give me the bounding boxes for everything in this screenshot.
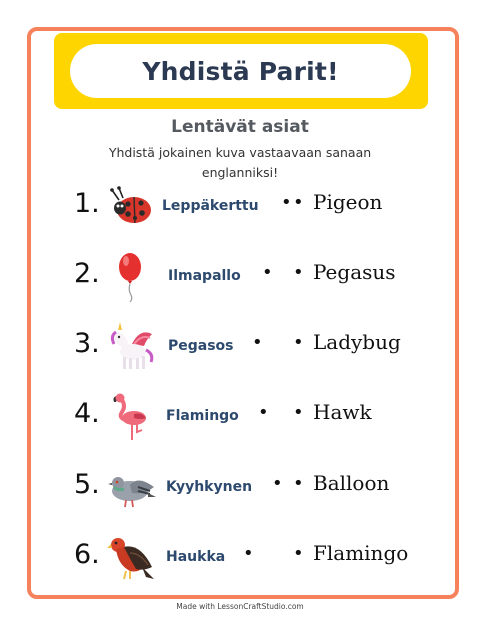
worksheet-subtitle: Lentävät asiat [171, 117, 309, 137]
right-match-dot[interactable]: • [293, 262, 304, 283]
item-number: 5. [74, 469, 100, 500]
ladybug-icon [104, 180, 156, 232]
match-row-5 [0, 461, 480, 521]
finnish-word: Haukka [166, 549, 226, 565]
finnish-word: Pegasos [168, 338, 234, 354]
left-match-dot[interactable]: • [262, 262, 273, 283]
item-number: 2. [74, 258, 100, 289]
item-number: 4. [74, 398, 100, 429]
english-word: Flamingo [313, 541, 409, 565]
worksheet-title: Yhdistä Parit! [142, 56, 339, 86]
item-number: 3. [74, 328, 100, 359]
left-match-dot[interactable]: • [272, 473, 283, 494]
match-row-3 [0, 320, 480, 380]
finnish-word: Leppäkerttu [162, 198, 259, 214]
worksheet-instructions: Yhdistä jokainen kuva vastaavaan sanaan englanniksi! [108, 145, 372, 180]
left-match-dot[interactable]: • [281, 192, 292, 213]
right-match-dot[interactable]: • [293, 543, 304, 564]
right-match-dot[interactable]: • [293, 473, 304, 494]
finnish-word: Kyyhkynen [166, 479, 253, 495]
match-row-1 [0, 180, 480, 240]
pegasus-icon [104, 320, 156, 372]
right-match-dot[interactable]: • [293, 402, 304, 423]
left-match-dot[interactable]: • [258, 402, 269, 423]
finnish-word: Flamingo [166, 408, 239, 424]
english-word: Pigeon [313, 190, 383, 214]
item-number: 1. [74, 188, 100, 219]
english-word: Ladybug [313, 330, 401, 354]
item-number: 6. [74, 539, 100, 570]
finnish-word: Ilmapallo [168, 268, 241, 284]
match-row-2 [0, 250, 480, 310]
flamingo-icon [104, 390, 156, 442]
title-pill [70, 44, 411, 98]
match-row-4 [0, 390, 480, 450]
left-match-dot[interactable]: • [252, 332, 263, 353]
english-word: Pegasus [313, 260, 396, 284]
left-match-dot[interactable]: • [243, 543, 254, 564]
footer-credit: Made with LessonCraftStudio.com [176, 602, 304, 611]
right-match-dot[interactable]: • [293, 192, 304, 213]
pigeon-icon [104, 461, 156, 513]
english-word: Hawk [313, 400, 372, 424]
match-row-6 [0, 531, 480, 591]
hawk-icon [104, 531, 156, 583]
english-word: Balloon [313, 471, 390, 495]
right-match-dot[interactable]: • [293, 332, 304, 353]
balloon-icon [104, 250, 156, 302]
